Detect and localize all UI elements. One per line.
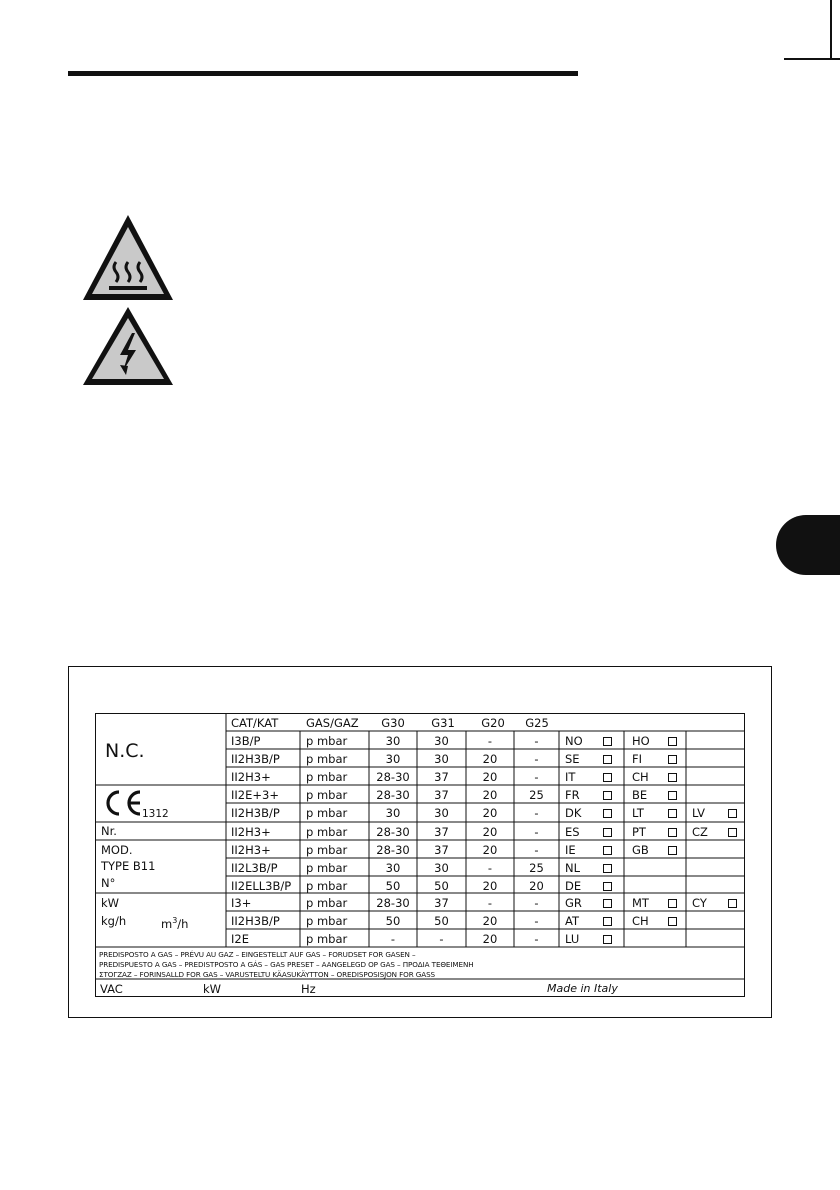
row-pressure-unit: p mbar bbox=[306, 734, 348, 748]
row-pressure-unit: p mbar bbox=[306, 896, 348, 910]
row-category: II2ELL3B/P bbox=[231, 879, 292, 893]
row-g30-value: 30 bbox=[385, 806, 401, 820]
country-code: MT bbox=[632, 896, 649, 910]
row-g20-value: 20 bbox=[482, 825, 498, 839]
row-category: II2E+3+ bbox=[231, 788, 279, 802]
row-pressure-unit: p mbar bbox=[306, 932, 348, 946]
country-checkbox[interactable] bbox=[603, 809, 612, 818]
header-gas: GAS/GAZ bbox=[306, 716, 359, 730]
row-category: II2H3B/P bbox=[231, 752, 280, 766]
country-code: IT bbox=[565, 770, 576, 784]
country-code: ES bbox=[565, 825, 580, 839]
row-category: II2H3B/P bbox=[231, 806, 280, 820]
country-code: FR bbox=[565, 788, 580, 802]
row-g31-value: 37 bbox=[434, 788, 449, 802]
nc-label: N.C. bbox=[105, 740, 145, 762]
country-checkbox[interactable] bbox=[668, 737, 677, 746]
row-pressure-unit: p mbar bbox=[306, 843, 348, 857]
row-pressure-unit: p mbar bbox=[306, 861, 348, 875]
country-checkbox[interactable] bbox=[603, 864, 612, 873]
row-category: II2H3B/P bbox=[231, 914, 280, 928]
row-g31-value: - bbox=[439, 932, 444, 946]
row-category: I3B/P bbox=[231, 734, 261, 748]
header-g31: G31 bbox=[431, 716, 455, 730]
row-g25-value: - bbox=[534, 734, 539, 748]
country-checkbox[interactable] bbox=[603, 882, 612, 891]
header-g20: G20 bbox=[481, 716, 505, 730]
country-code: DK bbox=[565, 806, 582, 820]
country-checkbox[interactable] bbox=[603, 899, 612, 908]
country-code: DE bbox=[565, 879, 582, 893]
row-pressure-unit: p mbar bbox=[306, 788, 348, 802]
row-g31-value: 30 bbox=[434, 806, 449, 820]
row-g31-value: 30 bbox=[434, 734, 449, 748]
country-checkbox[interactable] bbox=[603, 828, 612, 837]
row-category: II2H3+ bbox=[231, 770, 271, 784]
row-category: II2H3+ bbox=[231, 825, 271, 839]
row-g30-value: 30 bbox=[385, 734, 401, 748]
country-checkbox[interactable] bbox=[668, 828, 677, 837]
row-g31-value: 37 bbox=[434, 770, 449, 784]
row-g30-value: 28-30 bbox=[376, 825, 410, 839]
row-g30-value: 28-30 bbox=[376, 896, 410, 910]
row-g25-value: - bbox=[534, 932, 539, 946]
row-g20-value: 20 bbox=[482, 752, 498, 766]
row-g30-value: 28-30 bbox=[376, 788, 410, 802]
row-category: I3+ bbox=[231, 896, 252, 910]
vac-label: VAC bbox=[100, 982, 123, 996]
kgh-label: kg/h bbox=[101, 914, 127, 928]
preset-line: PREDISPOSTO A GAS – PRÉVU AU GAZ – EINGESTELLT AUF GAS – FORUDSET FOR GASEN – bbox=[99, 950, 416, 959]
row-pressure-unit: p mbar bbox=[306, 825, 348, 839]
country-code: LT bbox=[632, 806, 644, 820]
row-g20-value: 20 bbox=[482, 770, 498, 784]
country-checkbox[interactable] bbox=[603, 773, 612, 782]
country-code: BE bbox=[632, 788, 648, 802]
row-pressure-unit: p mbar bbox=[306, 806, 348, 820]
row-g25-value: - bbox=[534, 914, 539, 928]
row-category: II2H3+ bbox=[231, 843, 271, 857]
row-g20-value: - bbox=[487, 734, 493, 748]
row-g30-value: 50 bbox=[385, 879, 401, 893]
row-g31-value: 37 bbox=[434, 896, 449, 910]
country-checkbox[interactable] bbox=[668, 773, 677, 782]
country-code: CH bbox=[632, 770, 649, 784]
country-checkbox[interactable] bbox=[668, 755, 677, 764]
country-checkbox[interactable] bbox=[728, 899, 737, 908]
header-g25: G25 bbox=[525, 716, 549, 730]
country-code: AT bbox=[565, 914, 579, 928]
row-g25-value: - bbox=[534, 825, 539, 839]
row-g30-value: 30 bbox=[385, 752, 401, 766]
row-g30-value: 28-30 bbox=[376, 770, 410, 784]
m3h-label: $m^3/h$ bbox=[161, 916, 189, 931]
country-checkbox[interactable] bbox=[603, 755, 612, 764]
hz-label: Hz bbox=[301, 982, 316, 996]
country-checkbox[interactable] bbox=[603, 737, 612, 746]
kw-label: kW bbox=[101, 896, 120, 910]
country-code: FI bbox=[632, 752, 643, 766]
country-checkbox[interactable] bbox=[603, 846, 612, 855]
country-checkbox[interactable] bbox=[603, 791, 612, 800]
country-code: SE bbox=[565, 752, 580, 766]
row-g30-value: - bbox=[390, 932, 396, 946]
row-g31-value: 50 bbox=[434, 914, 449, 928]
country-code: CH bbox=[632, 914, 649, 928]
row-g20-value: 20 bbox=[482, 879, 498, 893]
made-in-italy: Made in Italy bbox=[547, 982, 618, 995]
ce-mark-icon bbox=[100, 788, 144, 818]
row-category: I2E bbox=[231, 932, 249, 946]
preset-line: ΣΤΟΓΖΑΖ – FORINSALLD FOR GAS – VARUSTELTU KÄASUKÄYTTON – OREDISPOSISJON FOR GASS bbox=[99, 970, 435, 979]
country-checkbox[interactable] bbox=[728, 809, 737, 818]
country-checkbox[interactable] bbox=[603, 935, 612, 944]
country-checkbox[interactable] bbox=[728, 828, 737, 837]
country-code: GR bbox=[565, 896, 582, 910]
row-pressure-unit: p mbar bbox=[306, 770, 348, 784]
country-checkbox[interactable] bbox=[668, 846, 677, 855]
ce-notified-body-number: 1312 bbox=[142, 808, 169, 820]
row-category: II2L3B/P bbox=[231, 861, 278, 875]
row-pressure-unit: p mbar bbox=[306, 914, 348, 928]
row-g20-value: 20 bbox=[482, 843, 498, 857]
row-g30-value: 50 bbox=[385, 914, 401, 928]
row-g20-value: - bbox=[487, 896, 493, 910]
row-g20-value: 20 bbox=[482, 806, 498, 820]
country-code: NO bbox=[565, 734, 583, 748]
country-checkbox[interactable] bbox=[603, 917, 612, 926]
model-label: MOD. bbox=[101, 843, 133, 857]
country-code: GB bbox=[632, 843, 649, 857]
country-checkbox[interactable] bbox=[668, 899, 677, 908]
row-g20-value: - bbox=[487, 861, 493, 875]
row-g25-value: - bbox=[534, 843, 539, 857]
header-cat: CAT/KAT bbox=[231, 716, 279, 730]
country-code: CZ bbox=[692, 825, 708, 839]
row-g20-value: 20 bbox=[482, 932, 498, 946]
country-code: LV bbox=[692, 806, 706, 820]
row-g25-value: 25 bbox=[529, 788, 544, 802]
row-pressure-unit: p mbar bbox=[306, 879, 348, 893]
row-g25-value: - bbox=[534, 896, 539, 910]
type-label: TYPE B11 bbox=[101, 859, 156, 873]
row-g31-value: 37 bbox=[434, 843, 449, 857]
row-g30-value: 28-30 bbox=[376, 843, 410, 857]
row-g25-value: - bbox=[534, 770, 539, 784]
footer-kw-label: kW bbox=[203, 982, 222, 996]
row-g31-value: 30 bbox=[434, 752, 449, 766]
row-g31-value: 30 bbox=[434, 861, 449, 875]
preset-line: PREDISPUESTO A GAS – PREDISTPOSTO A GÁS – GAS PRESET – AANGELEGD OP GAS – ΠΡΟΔΙΑ ΤΕΘΕΙΜΕΝΗ bbox=[99, 960, 474, 969]
serial-label: N° bbox=[101, 876, 116, 890]
row-pressure-unit: p mbar bbox=[306, 752, 348, 766]
row-g25-value: 20 bbox=[529, 879, 544, 893]
row-g30-value: 30 bbox=[385, 861, 401, 875]
header-g30: G30 bbox=[381, 716, 405, 730]
country-code: HO bbox=[632, 734, 650, 748]
row-g25-value: - bbox=[534, 806, 539, 820]
row-g20-value: 20 bbox=[482, 788, 498, 802]
country-code: IE bbox=[565, 843, 576, 857]
row-g20-value: 20 bbox=[482, 914, 498, 928]
country-code: PT bbox=[632, 825, 646, 839]
country-checkbox[interactable] bbox=[668, 917, 677, 926]
country-checkbox[interactable] bbox=[668, 791, 677, 800]
row-g31-value: 50 bbox=[434, 879, 449, 893]
country-code: CY bbox=[692, 896, 707, 910]
country-code: LU bbox=[565, 932, 580, 946]
country-checkbox[interactable] bbox=[668, 809, 677, 818]
country-code: NL bbox=[565, 861, 581, 875]
nr-label: Nr. bbox=[101, 824, 117, 838]
row-g25-value: 25 bbox=[529, 861, 544, 875]
row-g31-value: 37 bbox=[434, 825, 449, 839]
row-g25-value: - bbox=[534, 752, 539, 766]
